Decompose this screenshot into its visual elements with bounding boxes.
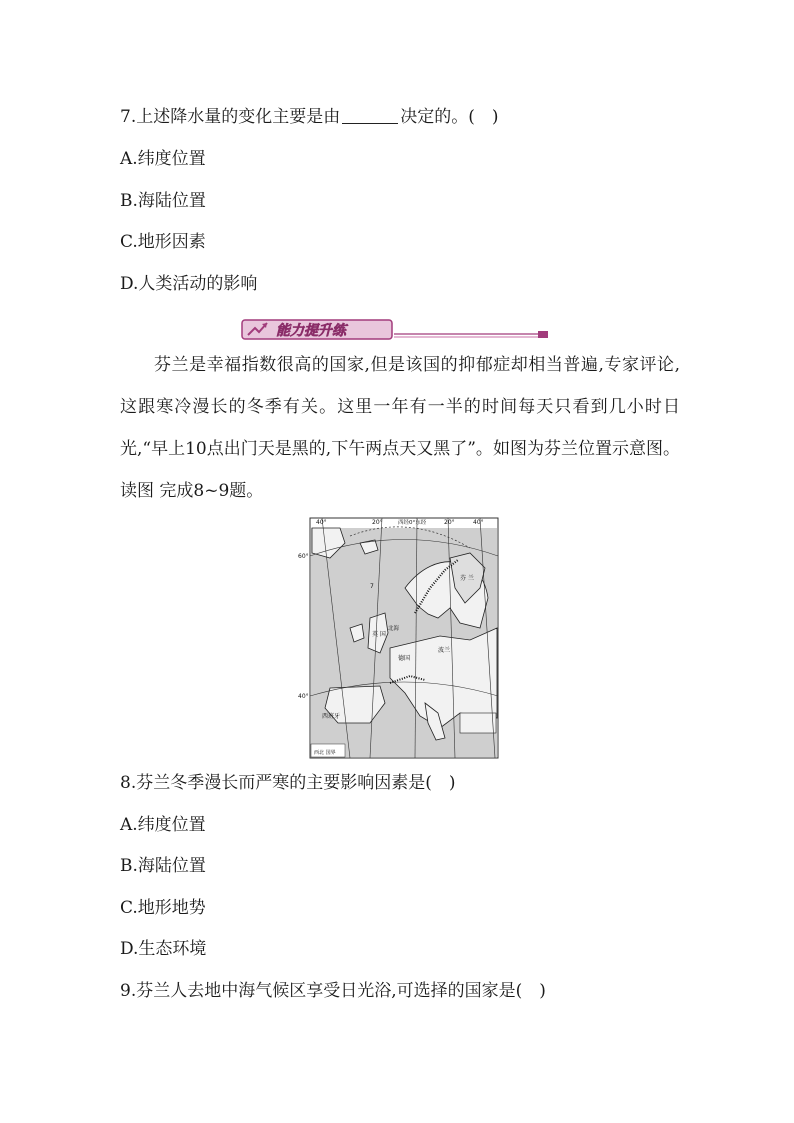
map-left-label-1: 60°	[298, 553, 309, 560]
finland-location-map	[298, 518, 498, 758]
q8-option-c: C.地形地势	[120, 898, 206, 918]
section-banner-graphic	[242, 318, 552, 342]
map-label-spain: 西班牙	[322, 713, 341, 720]
q7-option-d: D.人类活动的影响	[120, 274, 258, 294]
map-label-uk: 英 国	[372, 631, 386, 638]
q9-stem: 9.芬兰人去地中海气候区享受日光浴,可选择的国家是( )	[120, 981, 546, 1001]
q8-option-a: A.纬度位置	[120, 815, 206, 835]
section-banner	[242, 318, 552, 342]
map-top-label-3: 西经0°东经	[398, 520, 427, 526]
q8-stem: 8.芬兰冬季漫长而严寒的主要影响因素是( )	[120, 773, 456, 793]
map-label-number: 7	[370, 583, 374, 590]
map-label-germany: 德国	[398, 655, 411, 662]
map-legend-label: 西北 国界	[314, 750, 336, 756]
map-top-label-1: 40°	[316, 519, 327, 526]
q7-option-a: A.纬度位置	[120, 149, 206, 169]
map-top-label-4: 20°	[444, 519, 455, 526]
q7-stem-part1: 7.上述降水量的变化主要是由	[120, 107, 341, 127]
passage: 芬兰是幸福指数很高的国家,但是该国的抑郁症却相当普遍,专家评论,这跟寒冷漫长的冬季有关。这里一年有一半的时间每天只看到几小时日光,“早上10点出门天是黑的,下午两点天又黑了”。如图为芬兰位置示意图。读图 完成8~9题。	[120, 355, 680, 501]
q7-option-c: C.地形因素	[120, 232, 206, 252]
map-top-label-2: 20°	[372, 519, 383, 526]
map-label-finland: 芬 兰	[460, 575, 474, 582]
map-left-label-2: 40°	[298, 693, 309, 700]
europe-map-figure	[298, 518, 498, 758]
map-top-label-5: 40°	[473, 519, 484, 526]
q7-stem	[120, 106, 499, 128]
banner-title: 能力提升练	[276, 323, 346, 339]
q7-stem-part2: 决定的。( )	[400, 107, 499, 127]
map-label-north-sea: 北海	[388, 626, 400, 632]
q7-blank	[342, 107, 398, 124]
map-label-poland: 波兰	[438, 647, 451, 654]
q7-option-b: B.海陆位置	[120, 191, 206, 211]
q8-option-b: B.海陆位置	[120, 856, 206, 876]
q8-option-d: D.生态环境	[120, 939, 207, 959]
